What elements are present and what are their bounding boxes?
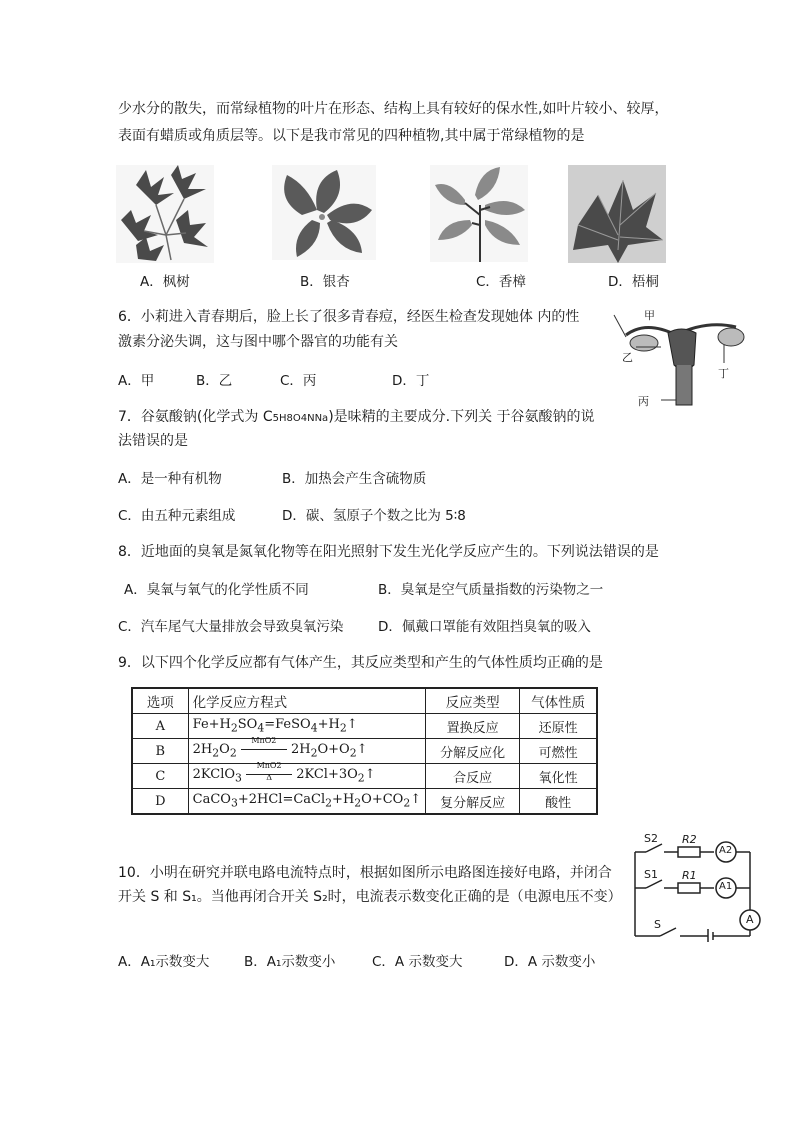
- switch-s1-label: S1: [644, 868, 658, 881]
- organ-label-yi: 乙: [622, 351, 633, 364]
- row-c-option: C: [132, 764, 188, 789]
- row-b-equation: $2H_2O_2$ MnO2 $2H_2O+O_2↑$: [188, 739, 425, 764]
- header-type: 反应类型: [426, 688, 520, 714]
- row-c-property: 氧化性: [520, 764, 597, 789]
- ammeter-a2-label: A2: [719, 845, 733, 856]
- table-header-row: [132, 688, 597, 714]
- q6-option-a[interactable]: A．甲: [118, 373, 155, 389]
- q6-line-1: 6．小莉进入青春期后，脸上长了很多青春痘，经医生检查发现她体 内的性: [118, 309, 580, 325]
- header-option: 选项: [132, 688, 188, 714]
- row-a-equation: $Fe+H_2SO_4=FeSO_4+H_2↑$: [188, 714, 425, 739]
- row-d-type: 复分解反应: [426, 789, 520, 815]
- q8-option-d[interactable]: D．佩戴口罩能有效阻挡臭氧的吸入: [378, 619, 591, 635]
- ammeter-a1-label: A1: [719, 881, 733, 892]
- reproductive-organ-diagram: [606, 305, 756, 410]
- q8-option-c[interactable]: C．汽车尾气大量排放会导致臭氧污染: [118, 619, 344, 635]
- ginkgo-leaf-image: [272, 165, 376, 260]
- plane-tree-leaf-image: [568, 165, 666, 263]
- catalyst-label: MnO2: [256, 760, 282, 770]
- row-a-property: 还原性: [520, 714, 597, 739]
- row-a-option: A: [132, 714, 188, 739]
- q8-option-b[interactable]: B．臭氧是空气质量指数的污染物之一: [378, 582, 604, 598]
- q10-line-1: 10．小明在研究并联电路电流特点时，根据如图所示电路图连接好电路，并闭合: [118, 865, 612, 881]
- row-b-property: 可燃性: [520, 739, 597, 764]
- q5-option-a[interactable]: A．枫树: [140, 274, 190, 290]
- header-property: 气体性质: [520, 688, 597, 714]
- q10-option-b[interactable]: B．A₁示数变小: [244, 954, 336, 970]
- row-d-property: 酸性: [520, 789, 597, 815]
- organ-label-jia: 甲: [644, 309, 655, 322]
- camphor-leaf-image: [430, 165, 528, 262]
- reaction-table: [131, 687, 598, 815]
- organ-label-bing: 丙: [638, 395, 649, 408]
- q7-line-1-post: )是味精的主要成分.下列关 于谷氨酸钠的说: [328, 409, 595, 425]
- switch-s-label: S: [654, 918, 661, 931]
- q7-option-c[interactable]: C．由五种元素组成: [118, 508, 236, 524]
- heat-label: Δ: [266, 772, 272, 782]
- table-row: [132, 714, 597, 739]
- q10-line-2: 开关 S 和 S₁。当他再闭合开关 S₂时，电流表示数变化正确的是（电源电压不变）: [118, 889, 622, 905]
- q8-option-a[interactable]: A．臭氧与氧气的化学性质不同: [124, 582, 309, 598]
- q10-option-a[interactable]: A．A₁示数变大: [118, 954, 210, 970]
- row-b-type: 分解反应化: [426, 739, 520, 764]
- maple-leaf-image: [116, 165, 214, 263]
- row-a-type: 置换反应: [426, 714, 520, 739]
- q7-line-1: [118, 406, 595, 426]
- intro-line-2: 表面有蜡质或角质层等。以下是我市常见的四种植物,其中属于常绿植物的是: [118, 128, 585, 144]
- q7-option-a[interactable]: A．是一种有机物: [118, 471, 222, 487]
- circuit-diagram: [630, 830, 770, 942]
- resistor-r1-label: R1: [682, 869, 697, 882]
- q5-option-c[interactable]: C．香樟: [476, 274, 526, 290]
- q6-option-c[interactable]: C．丙: [280, 373, 317, 389]
- q5-option-b[interactable]: B．银杏: [300, 274, 350, 290]
- row-d-equation: $CaCO_3+2HCl=CaCl_2+H_2O+CO_2↑$: [188, 789, 425, 815]
- q6-line-2: 激素分泌失调，这与图中哪个器官的功能有关: [118, 334, 398, 350]
- q10-option-d[interactable]: D．A 示数变小: [504, 954, 596, 970]
- intro-line-1: 少水分的散失，而常绿植物的叶片在形态、结构上具有较好的保水性,如叶片较小、较厚，: [118, 101, 669, 117]
- q7-option-d[interactable]: D．碳、氢原子个数之比为 5∶8: [282, 508, 466, 524]
- q8-line-1: 8．近地面的臭氧是氮氧化物等在阳光照射下发生光化学反应产生的。下列说法错误的是: [118, 544, 659, 560]
- q6-option-b[interactable]: B．乙: [196, 373, 233, 389]
- q7-option-b[interactable]: B．加热会产生含硫物质: [282, 471, 427, 487]
- ammeter-a-label: A: [746, 913, 754, 926]
- q9-line-1: 9．以下四个化学反应都有气体产生，其反应类型和产生的气体性质均正确的是: [118, 655, 603, 671]
- catalyst-label: MnO2: [251, 735, 277, 745]
- table-row: [132, 739, 597, 764]
- switch-s2-label: S2: [644, 832, 658, 845]
- row-c-type: 合反应: [426, 764, 520, 789]
- q7-line-1-pre: 7．谷氨酸钠(化学式为 C: [118, 409, 273, 425]
- q7-line-2: 法错误的是: [118, 433, 188, 449]
- q5-option-d[interactable]: D．梧桐: [608, 274, 659, 290]
- row-b-option: B: [132, 739, 188, 764]
- row-d-option: D: [132, 789, 188, 815]
- organ-label-ding: 丁: [718, 367, 729, 380]
- q7-formula: 5H8O4NNa: [272, 413, 329, 424]
- row-c-equation: 2KClO$_3$ MnO2 Δ $2KCl+3O_2↑$: [188, 764, 425, 789]
- resistor-r2-label: R2: [682, 833, 697, 846]
- table-row: [132, 764, 597, 789]
- q6-option-d[interactable]: D．丁: [392, 373, 430, 389]
- table-row: [132, 789, 597, 815]
- q10-option-c[interactable]: C．A 示数变大: [372, 954, 463, 970]
- header-equation: 化学反应方程式: [188, 688, 425, 714]
